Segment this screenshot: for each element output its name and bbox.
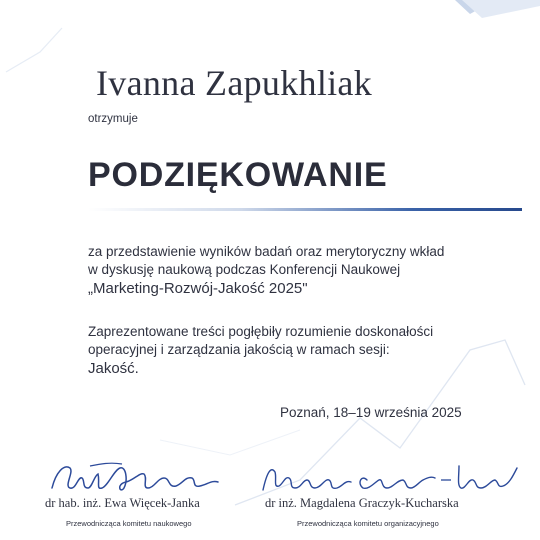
paragraph-line: w dyskusję naukową podczas Konferencji Naukowej — [88, 262, 401, 277]
signatory-role: Przewodnicząca komitetu naukowego — [66, 519, 192, 528]
signatory-role: Przewodnicząca komitetu organizacyjnego — [297, 519, 439, 528]
certificate-title: PODZIĘKOWANIE — [88, 156, 388, 194]
acknowledgement-paragraph — [88, 243, 444, 298]
place-date: Poznań, 18–19 września 2025 — [280, 405, 462, 420]
conference-name: „Marketing-Rozwój-Jakość 2025" — [88, 280, 308, 297]
signatory-name: dr hab. inż. Ewa Więcek-Janka — [45, 496, 200, 510]
session-name: Jakość. — [88, 360, 139, 377]
handwritten-signature — [30, 458, 240, 498]
recipient-name: Ivanna Zapukhliak — [96, 63, 372, 103]
signatory-name: dr inż. Magdalena Graczyk-Kucharska — [265, 496, 459, 510]
paragraph-line: operacyjnej i zarządzania jakością w ramach sesji: — [88, 342, 390, 357]
paragraph-line: Zaprezentowane treści pogłębiły rozumienie doskonałości — [88, 324, 434, 339]
session-paragraph — [88, 323, 433, 378]
receives-label: otrzymuje — [88, 113, 138, 125]
title-underline — [88, 208, 522, 211]
paragraph-line: za przedstawienie wyników badań oraz merytoryczny wkład — [88, 244, 445, 259]
